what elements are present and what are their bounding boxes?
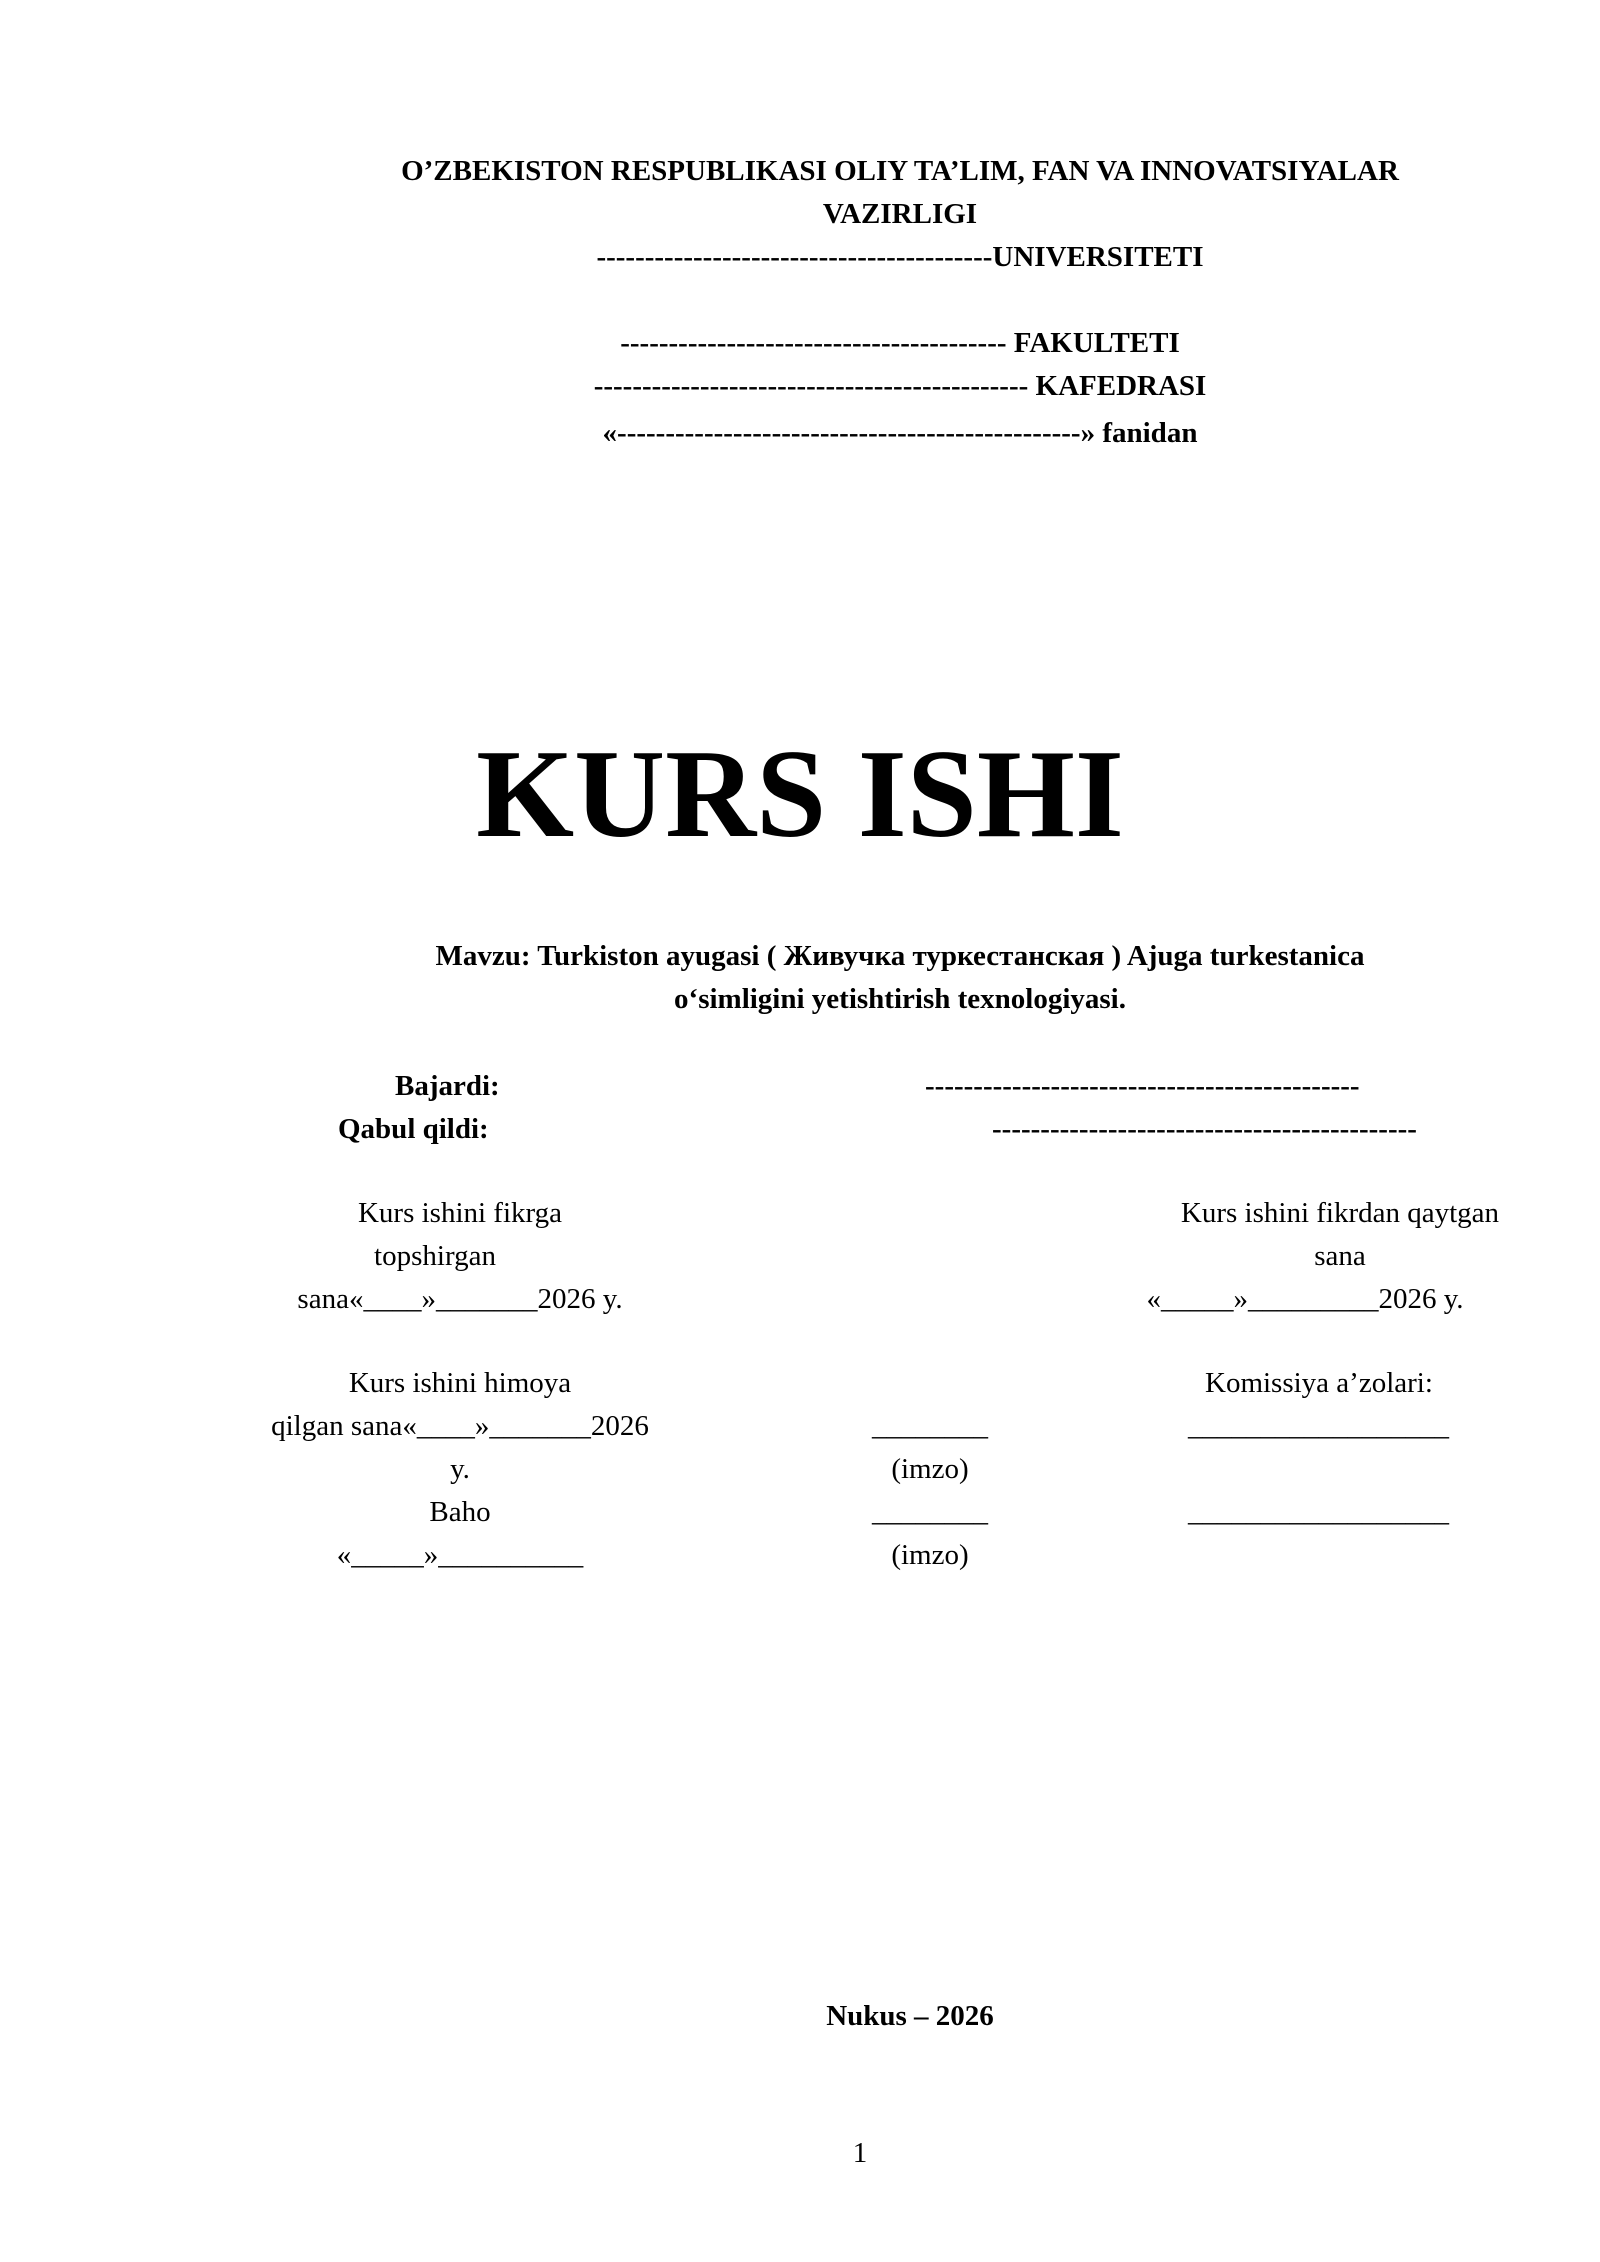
accepted-label: Qabul qildi: [338, 1113, 489, 1145]
topic-block [300, 935, 1500, 1021]
defense-line-1: Kurs ishini himoya [348, 1367, 572, 1399]
topic-line-2: o‘simligini yetishtirish texnologiyasi. [674, 983, 1126, 1015]
grade-value: «_____»__________ [336, 1539, 584, 1571]
ministry-line-2: VAZIRLIGI [822, 198, 978, 230]
signature-caption-2: (imzo) [891, 1539, 969, 1571]
signature-caption-1: (imzo) [891, 1453, 969, 1485]
subject-line: «------------------------------------------------» fanidan [602, 417, 1198, 449]
signature-block-1 [860, 1405, 1000, 1491]
page-number: 1 [852, 2137, 868, 2169]
submission-right-line-3: «_____»_________2026 y. [1146, 1283, 1464, 1315]
defense-line-2: qilgan sana«____»_______2026 [271, 1410, 649, 1442]
university-line: -----------------------------------------UNIVERSITETI [596, 241, 1204, 273]
document-header [300, 150, 1500, 455]
place-year: Nukus – 2026 [826, 2000, 994, 2032]
submission-right-line-1: Kurs ishini fikrdan qaytgan [1180, 1197, 1500, 1229]
document-title: KURS ISHI [476, 725, 1124, 864]
submission-right-block [1080, 1192, 1530, 1321]
submission-left-line-2: topshirgan [374, 1240, 496, 1272]
accepted-value: -------------------------------------------- [992, 1113, 1417, 1145]
ministry-line-1: O’ZBEKISTON RESPUBLIKASI OLIY TA’LIM, FAN VA INNOVATSIYALAR [401, 155, 1399, 187]
submission-left-line-1: Kurs ishini fikrga [357, 1197, 563, 1229]
header-spacer [300, 279, 1500, 322]
signature-line-1: ________ [872, 1410, 988, 1442]
signature-block-2 [860, 1491, 1000, 1577]
submission-left-line-3: sana«____»_______2026 y. [297, 1283, 623, 1315]
submission-right-line-2: sana [1314, 1240, 1366, 1272]
submission-left-block [240, 1192, 680, 1321]
faculty-line: ---------------------------------------- FAKULTETI [620, 327, 1180, 359]
commission-member-line-2: __________________ [1188, 1496, 1449, 1528]
signature-line-2: ________ [872, 1496, 988, 1528]
topic-line-1: Mavzu: Turkiston ayugasi ( Живучка туркестанская ) Ajuga turkestanica [435, 940, 1365, 972]
grade-label: Baho [429, 1496, 491, 1528]
defense-line-3: y. [450, 1453, 470, 1485]
defense-block [240, 1362, 680, 1577]
department-line: --------------------------------------------- KAFEDRASI [593, 370, 1207, 402]
performed-label: Bajardi: [395, 1070, 500, 1102]
performed-value: --------------------------------------------- [925, 1070, 1360, 1102]
commission-member-line-1: __________________ [1188, 1410, 1449, 1442]
commission-label: Komissiya a’zolari: [1205, 1367, 1433, 1399]
